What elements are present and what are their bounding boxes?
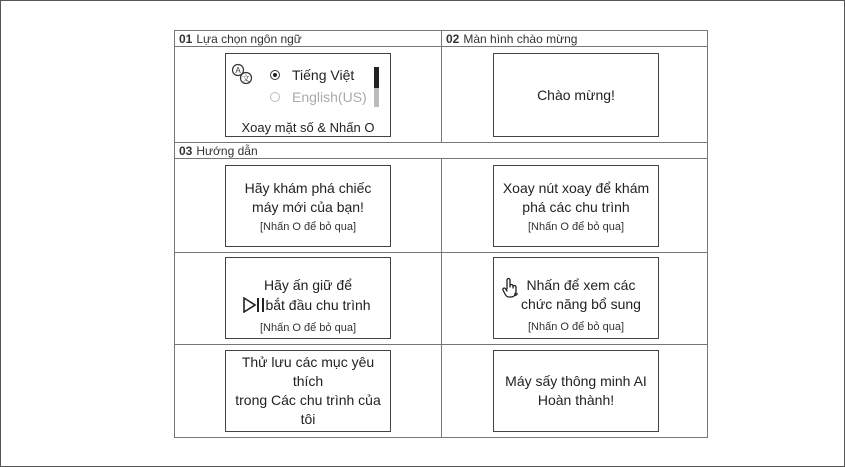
tutorial-screen-dial — [493, 165, 659, 247]
svg-text:A: A — [235, 66, 241, 75]
language-option-vietnamese[interactable]: Tiếng Việt — [270, 67, 354, 83]
radio-selected-icon — [270, 70, 280, 80]
column-divider-bottom — [441, 158, 442, 438]
tutorial-text-line2: bắt đầu chu trình — [265, 297, 371, 313]
section-label-02: 02 Màn hình chào mừng — [446, 32, 578, 46]
language-select-screen — [225, 53, 391, 137]
section-label-01: 01 Lựa chọn ngôn ngữ — [179, 32, 302, 46]
tutorial-text-line2: trong Các chu trình của tôi — [235, 392, 381, 427]
welcome-screen — [493, 53, 659, 137]
tutorial-screen-hold-start — [225, 257, 391, 339]
tutorial-text-line1: Xoay nút xoay để khám — [502, 180, 650, 196]
tutorial-text-line2: Hoàn thành! — [537, 392, 615, 408]
section-divider — [175, 142, 707, 143]
tutorial-text-line1: Máy sấy thông minh AI — [505, 373, 647, 389]
tutorial-text-line1: Thử lưu các mục yêu thích — [241, 354, 375, 389]
skip-hint: [Nhấn O để bỏ qua] — [527, 221, 624, 233]
skip-hint: [Nhấn O để bỏ qua] — [259, 322, 356, 334]
tutorial-text-line1: Hãy khám phá chiếc — [244, 180, 372, 196]
dial-hint: Xoay mặt số & Nhấn O — [241, 120, 375, 135]
language-translate-icon — [231, 63, 253, 85]
tutorial-text-line1: Hãy ấn giữ để — [264, 277, 352, 293]
radio-unselected-icon — [270, 92, 280, 102]
flow-grid — [174, 30, 708, 438]
svg-text:文: 文 — [242, 74, 250, 83]
column-divider-top — [441, 31, 442, 142]
scrollbar-thumb[interactable] — [374, 67, 379, 88]
tutorial-screen-explore — [225, 165, 391, 247]
tutorial-text-line2: máy mới của bạn! — [252, 199, 364, 215]
tutorial-text-line1: Nhấn để xem các — [526, 277, 636, 293]
tutorial-screen-touch — [493, 257, 659, 339]
skip-hint: [Nhấn O để bỏ qua] — [527, 321, 624, 333]
tutorial-screen-complete — [493, 350, 659, 432]
language-option-english[interactable]: English(US) — [270, 89, 367, 105]
tutorial-screen-favorites — [225, 350, 391, 432]
skip-hint: [Nhấn O để bỏ qua] — [259, 221, 356, 233]
section-label-03: 03 Hướng dẫn — [179, 144, 258, 158]
tutorial-text-line2: chức năng bổ sung — [521, 296, 641, 312]
tutorial-text-line2: phá các chu trình — [522, 199, 630, 215]
welcome-text: Chào mừng! — [537, 86, 615, 103]
